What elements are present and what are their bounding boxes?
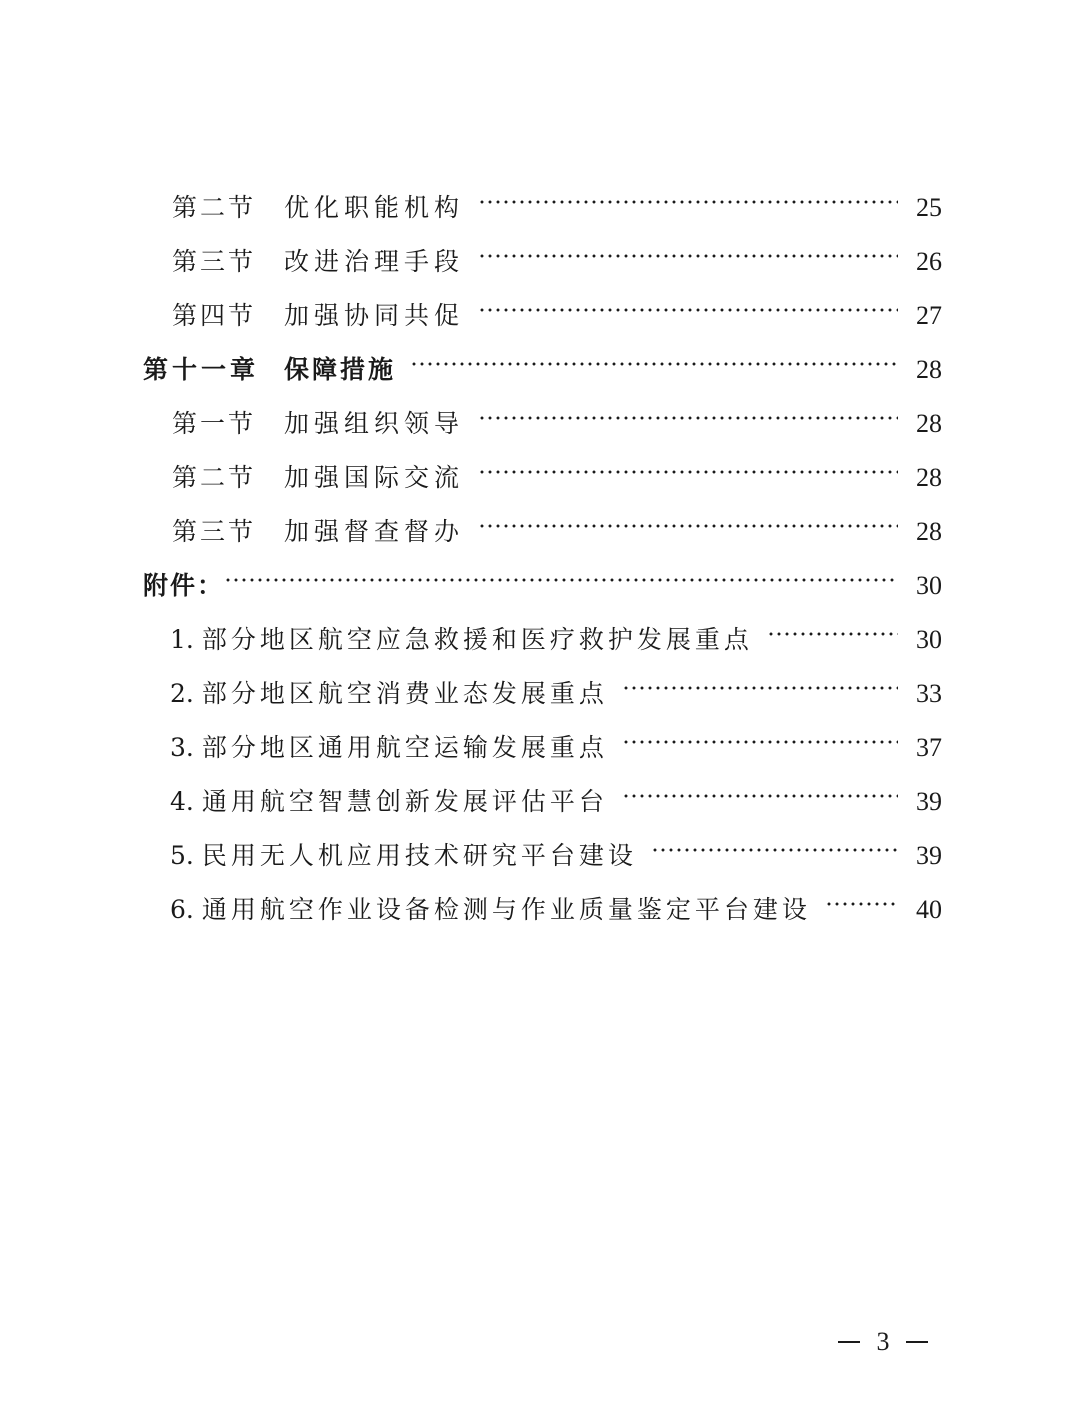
page-number: 28 [916, 355, 942, 384]
footer-dash-left [838, 1341, 860, 1343]
dot-leader [224, 554, 898, 594]
attachment-index: 6. [170, 895, 194, 924]
page-number: 28 [916, 517, 942, 546]
section-title: 优化职能机构 [284, 193, 465, 222]
page-number: 30 [916, 571, 942, 600]
dot-leader [478, 446, 898, 486]
section-title: 加强督查督办 [284, 517, 465, 546]
footer-page-number: 3 [876, 1327, 890, 1356]
dot-leader [825, 878, 898, 918]
footer-dash-right [906, 1341, 928, 1343]
page-number: 25 [916, 193, 942, 222]
attachment-title: 通用航空智慧创新发展评估平台 [201, 787, 608, 816]
section-title: 改进治理手段 [284, 247, 465, 276]
page-footer [838, 1322, 928, 1362]
attachment-title: 部分地区航空消费业态发展重点 [201, 679, 608, 708]
page-number: 40 [916, 895, 942, 924]
section-title: 加强组织领导 [284, 409, 465, 438]
toc-entry-attachment-item[interactable] [170, 878, 942, 924]
page-number: 27 [916, 301, 942, 330]
dot-leader [478, 176, 898, 216]
toc-entry-attachment-item[interactable] [170, 608, 942, 654]
page-number: 28 [916, 409, 942, 438]
dot-leader [478, 500, 898, 540]
dot-leader [478, 230, 898, 270]
toc-entry-attachments[interactable] [143, 554, 942, 600]
page-number: 26 [916, 247, 942, 276]
chapter-number: 第十一章 [143, 355, 260, 384]
toc-entry-section[interactable] [172, 284, 942, 330]
attachments-heading: 附件： [143, 571, 225, 600]
section-number: 第四节 [172, 301, 257, 330]
dot-leader [622, 716, 898, 756]
section-number: 第三节 [172, 517, 257, 546]
chapter-title: 保障措施 [284, 355, 397, 384]
toc-entry-attachment-item[interactable] [170, 662, 942, 708]
section-number: 第二节 [172, 193, 257, 222]
dot-leader [478, 392, 898, 432]
page-number: 30 [916, 625, 942, 654]
toc-entry-attachment-item[interactable] [170, 770, 942, 816]
attachment-title: 民用无人机应用技术研究平台建设 [201, 841, 637, 870]
attachment-index: 3. [170, 733, 194, 762]
dot-leader [767, 608, 898, 648]
page-number: 37 [916, 733, 942, 762]
toc-entry-chapter[interactable] [143, 338, 942, 384]
attachment-title: 部分地区通用航空运输发展重点 [201, 733, 608, 762]
attachment-title: 通用航空作业设备检测与作业质量鉴定平台建设 [201, 895, 811, 924]
attachment-index: 4. [170, 787, 194, 816]
toc-entry-section[interactable] [172, 500, 942, 546]
dot-leader [622, 770, 898, 810]
attachment-index: 2. [170, 679, 194, 708]
attachment-index: 1. [170, 625, 194, 654]
dot-leader [410, 338, 898, 378]
dot-leader [651, 824, 898, 864]
section-title: 加强协同共促 [284, 301, 465, 330]
page-number: 39 [916, 787, 942, 816]
section-number: 第二节 [172, 463, 257, 492]
toc-entry-section[interactable] [172, 446, 942, 492]
toc-entry-section[interactable] [172, 176, 942, 222]
section-number: 第一节 [172, 409, 257, 438]
page-number: 28 [916, 463, 942, 492]
toc-entry-attachment-item[interactable] [170, 716, 942, 762]
attachment-index: 5. [170, 841, 194, 870]
section-title: 加强国际交流 [284, 463, 465, 492]
dot-leader [478, 284, 898, 324]
toc-entry-section[interactable] [172, 230, 942, 276]
page-number: 33 [916, 679, 942, 708]
section-number: 第三节 [172, 247, 257, 276]
attachment-title: 部分地区航空应急救援和医疗救护发展重点 [201, 625, 753, 654]
dot-leader [622, 662, 898, 702]
page-number: 39 [916, 841, 942, 870]
toc-entry-attachment-item[interactable] [170, 824, 942, 870]
toc-entry-section[interactable] [172, 392, 942, 438]
